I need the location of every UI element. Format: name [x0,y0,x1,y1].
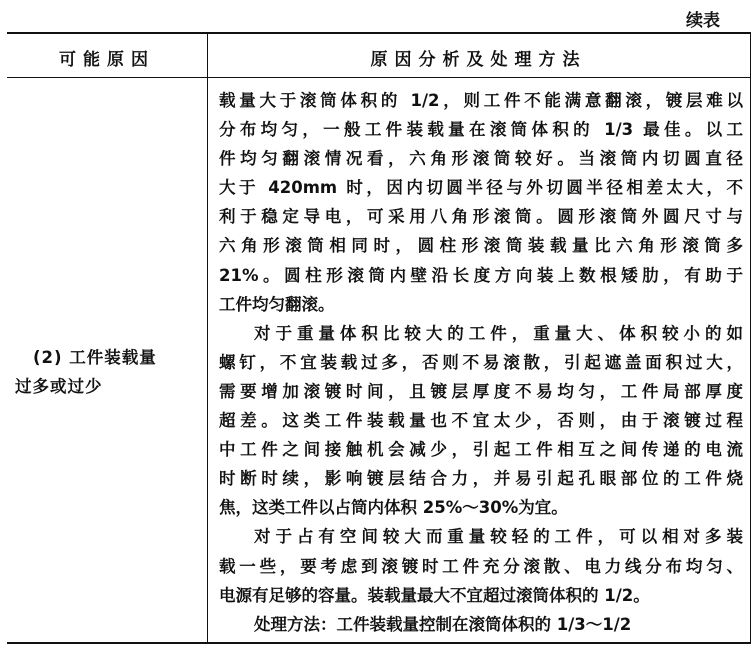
analysis-line: 件均匀翻滚情况看，六角形滚筒较好。当滚筒内切圆直径 [219,149,743,169]
cause-analysis-table [7,32,751,644]
analysis-line: 六角形滚筒相同时，圆柱形滚筒装载量比六角形滚筒多 [219,236,743,256]
analysis-line: 处理方法：工件装载量控制在滚筒体积的 1/3～1/2 [254,614,632,634]
analysis-cell [219,86,743,639]
analysis-line: 载一些，要考虑到滚镀时工件充分滚散、电力线分布均匀、 [219,556,743,576]
analysis-line: 电源有足够的容量。装载量最大不宜超过滚筒体积的 1/2。 [219,585,650,605]
header-possible-cause: 可能原因 [59,50,155,70]
analysis-line: 大于 420mm 时，因内切圆半径与外切圆半径相差太大，不 [219,178,743,198]
cause-cell [15,343,201,401]
analysis-line: 21%。圆柱形滚筒内壁沿长度方向装上数根矮肋，有助于 [219,265,743,285]
cause-line: 过多或过少 [15,377,103,396]
analysis-line: 时断时续，影响镀层结合力，并易引起孔眼部位的工件烧 [219,469,743,489]
analysis-line: 载量大于滚筒体积的 1/2，则工件不能满意翻滚，镀层难以 [219,91,743,110]
continued-table-label: 续表 [686,11,720,31]
analysis-line: 焦，这类工件以占筒内体积 25%～30%为宜。 [219,498,568,518]
analysis-line: 分布均匀，一般工件装载量在滚筒体积的 1/3 最佳。以工 [219,120,743,140]
cause-line: (2) 工件装载量 [33,348,157,367]
analysis-line: 利于稳定导电，可采用八角形滚筒。圆形滚筒外圆尺寸与 [219,207,743,227]
analysis-line: 超差。这类工件装载量也不宜太少，否则，由于滚镀过程 [219,411,743,431]
analysis-line: 工件均匀翻滚。 [219,294,335,314]
analysis-line: 螺钉，不宜装载过多，否则不易滚散，引起遮盖面积过大， [219,352,743,372]
analysis-line: 对于重量体积比较大的工件，重量大、体积较小的如 [254,323,743,343]
analysis-line: 对于占有空间较大而重量较轻的工件，可以相对多装 [254,527,743,547]
analysis-line: 中工件之间接触机会减少，引起工件相互之间传递的电流 [219,440,743,460]
analysis-line: 需要增加滚镀时间，且镀层厚度不易均匀，工件局部厚度 [219,381,743,401]
table-header-row [7,34,750,78]
column-divider [207,34,208,642]
header-analysis-and-treatment: 原因分析及处理方法 [370,50,587,70]
